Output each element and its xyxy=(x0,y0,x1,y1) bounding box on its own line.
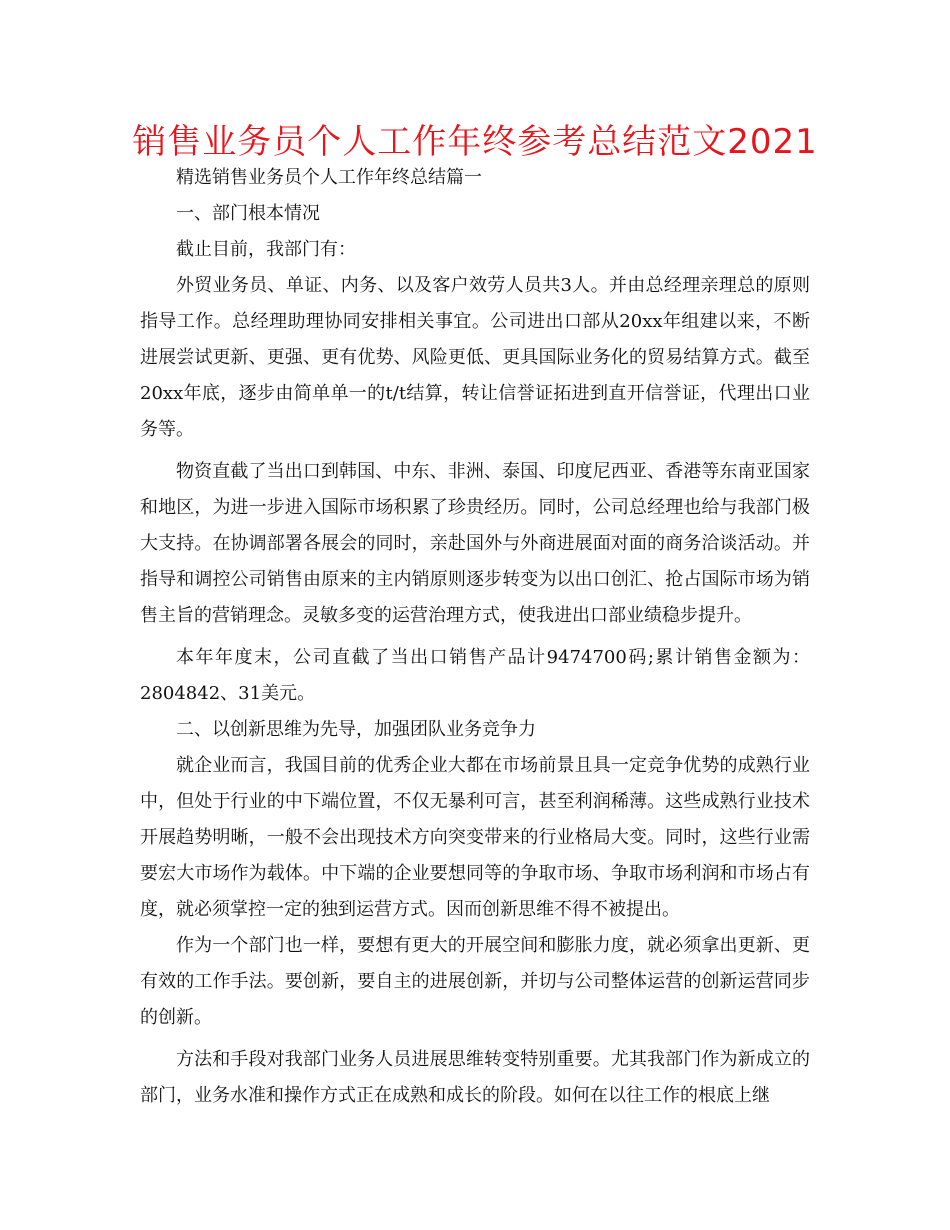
subtitle-paragraph: 精选销售业务员个人工作年终总结篇一 xyxy=(176,167,482,188)
body-paragraph: 方法和手段对我部门业务人员进展思维转变特别重要。尤其我部门作为新成立的部门，业务水准和操作方式正在成熟和成长的阶段。如何在以往工作的根底上继 xyxy=(140,1049,810,1106)
body-paragraph: 外贸业务员、单证、内务、以及客户效劳人员共3人。并由总经理亲理总的原则指导工作。总经理助理协同安排相关事宜。公司进出口部从20xx年组建以来，不断进展尝试更新、更强、更有优势、风险更低、更具国际业务化的贸易结算方式。截至20xx年底，逐步由简单单一的t/t结算，转让信誉证拓进到直开信誉证，代理出口业务等。 xyxy=(140,275,810,440)
section-heading-1: 一、部门根本情况 xyxy=(176,203,320,224)
section-heading-2: 二、以创新思维为先导，加强团队业务竞争力 xyxy=(176,719,536,740)
body-paragraph: 物资直截了当出口到韩国、中东、非洲、泰国、印度尼西亚、香港等东南亚国家和地区，为进一步进入国际市场积累了珍贵经历。同时，公司总经理也给与我部门极大支持。在协调部署各展会的同时，亲赴国外与外商进展面对面的商务洽谈活动。并指导和调控公司销售由原来的主内销原则逐步转变为以出口创汇、抢占国际市场为销售主旨的营销理念。灵敏多变的运营治理方式，使我进出口部业绩稳步提升。 xyxy=(140,461,810,626)
body-paragraph: 本年年度末，公司直截了当出口销售产品计9474700码;累计销售金额为：2804842、31美元。 xyxy=(140,647,810,704)
body-paragraph: 作为一个部门也一样，要想有更大的开展空间和膨胀力度，就必须拿出更新、更有效的工作手法。要创新，要自主的进展创新，并切与公司整体运营的创新运营同步的创新。 xyxy=(140,935,810,1028)
document-title: 销售业务员个人工作年终参考总结范文2021 xyxy=(132,122,818,162)
body-paragraph: 截止目前，我部门有： xyxy=(176,239,356,260)
document-body xyxy=(140,160,810,1114)
body-paragraph: 就企业而言，我国目前的优秀企业大都在市场前景且具一定竞争优势的成熟行业中，但处于行业的中下端位置，不仅无暴利可言，甚至利润稀薄。这些成熟行业技术开展趋势明晰，一般不会出现技术方向突变带来的行业格局大变。同时，这些行业需要宏大市场作为载体。中下端的企业要想同等的争取市场、争取市场利润和市场占有度，就必须掌控一定的独到运营方式。因而创新思维不得不被提出。 xyxy=(140,755,810,920)
